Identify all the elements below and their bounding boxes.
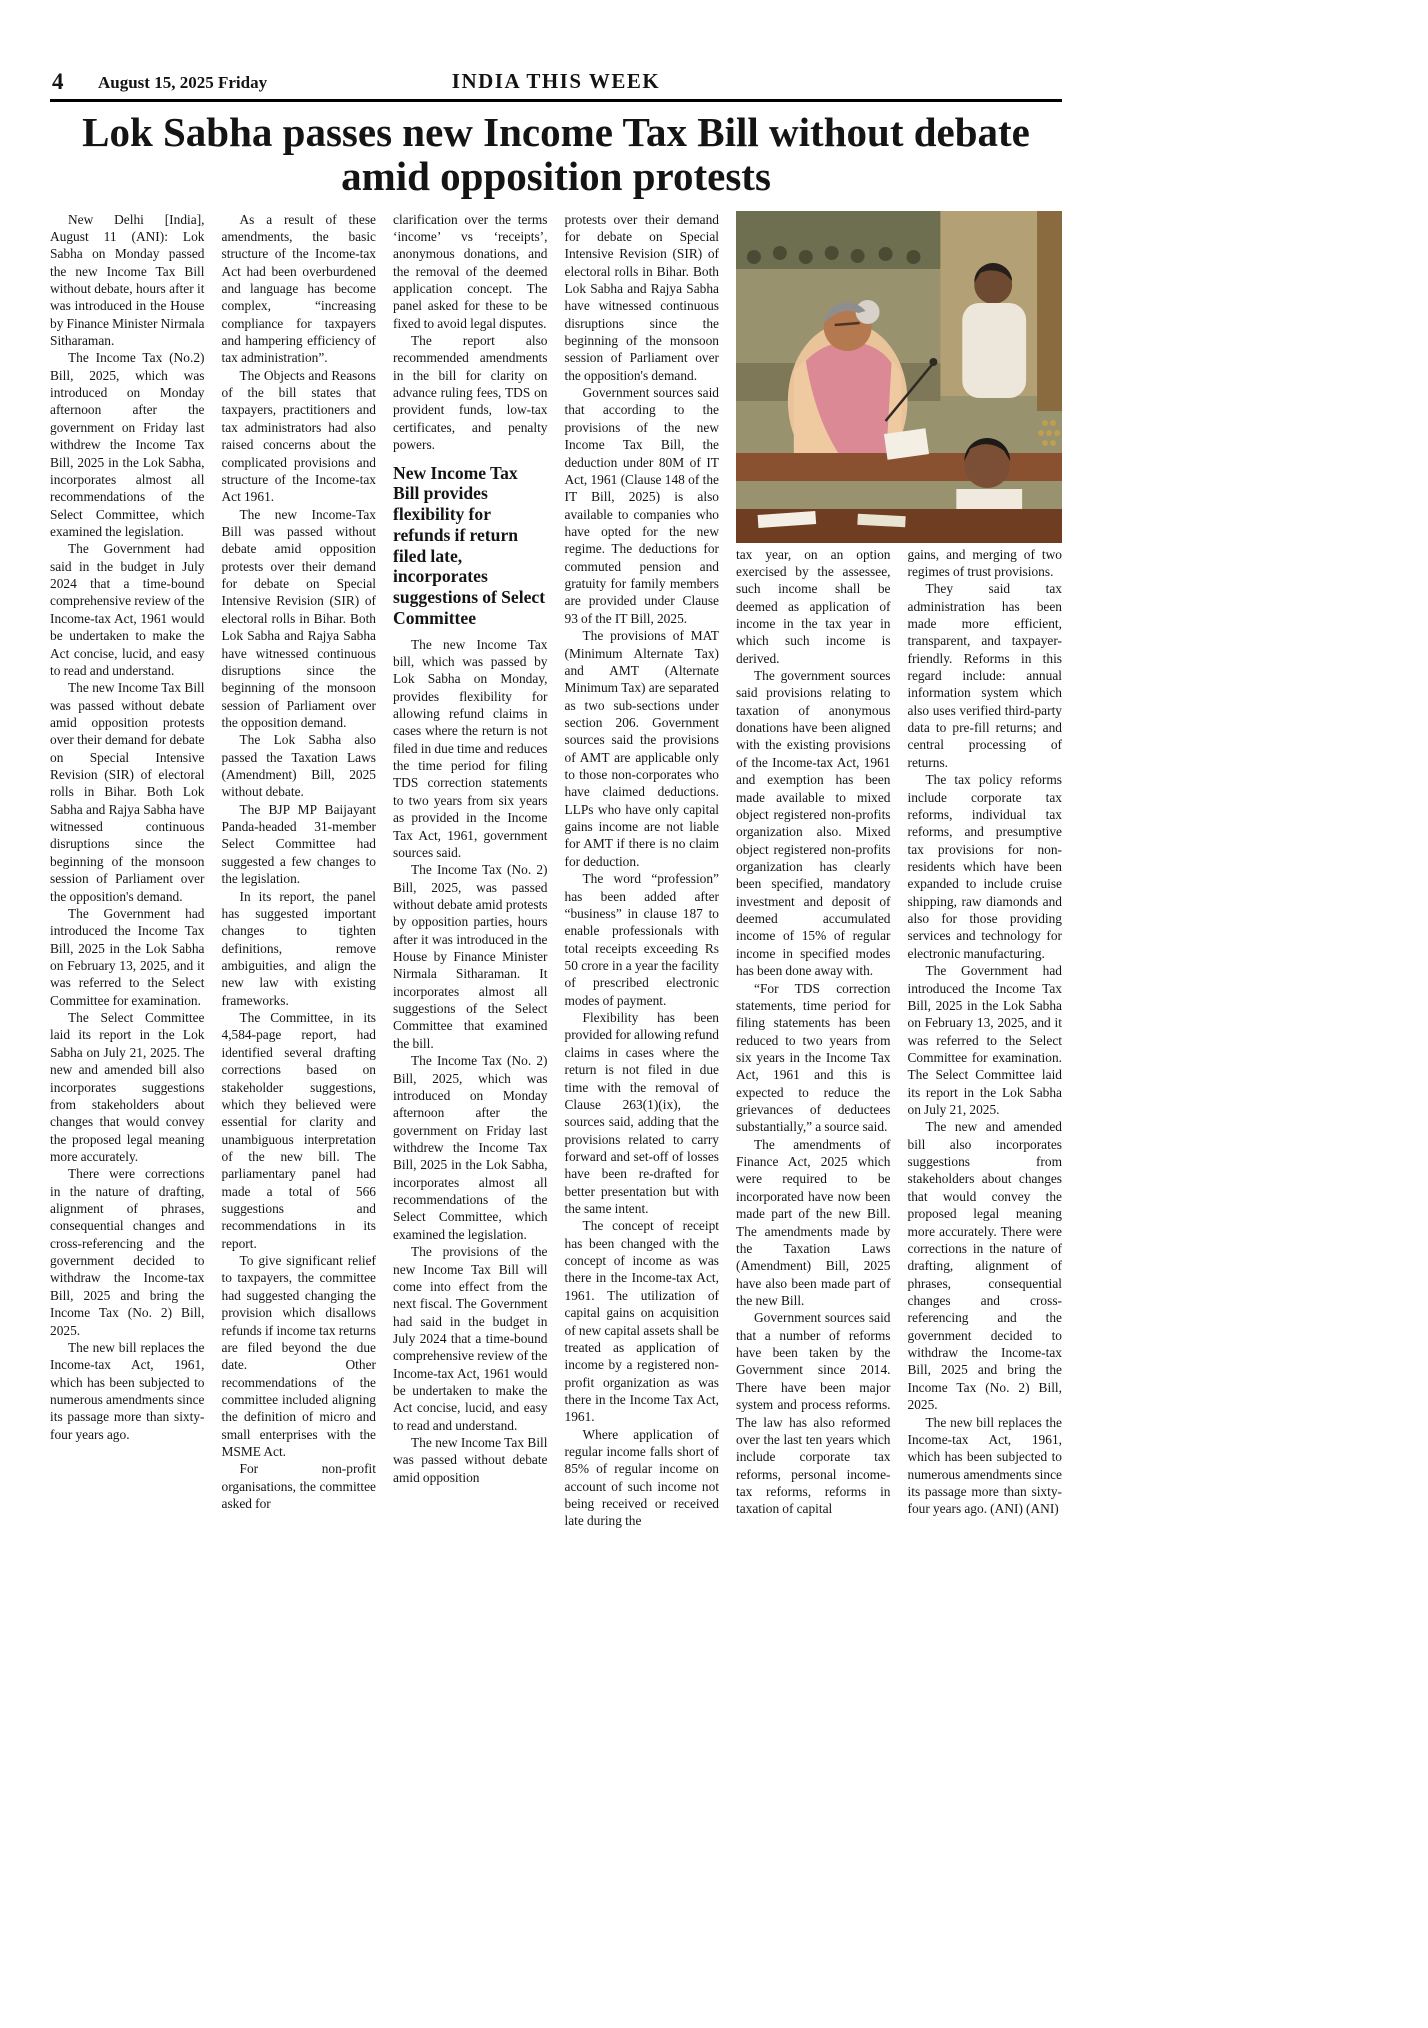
article-paragraph: As a result of these amendments, the basic structure of the Income-tax Act had been overburdened and language has become complex, “increasing compliance for taxpayers and hampering efficiency of tax administration”. — [221, 211, 376, 366]
column-3 — [393, 211, 548, 1530]
article-paragraph: The new Income Tax bill, which was passed by Lok Sabha on Monday, provides flexibility for allowing refund claims in cases where the return is not filed in due time and reduces the time period for filing TDS correction statements to two years from six years as provided in the Income Tax Act, 1961, government sources said. — [393, 636, 548, 860]
column-1 — [50, 211, 205, 1530]
article-paragraph: The Government had introduced the Income Tax Bill, 2025 in the Lok Sabha on February 13, 2025, and it was referred to the Select Committee for examination. — [50, 905, 205, 1008]
column-2 — [222, 211, 377, 1530]
article-paragraph: The concept of receipt has been changed with the concept of income as was there in the Income-tax Act, 1961. The utilization of capital gains on acquisition of new capital assets shall be treated as application of income by a registered non-profit organization as was there in the Income Tax Act, 1961. — [564, 1218, 719, 1425]
article-paragraph: protests over their demand for debate on Special Intensive Revision (SIR) of electoral rolls in Bihar. Both Lok Sabha and Rajya Sabha have witnessed continuous disruptions since the beginning of the monsoon session of Parliament over the opposition's demand. — [564, 211, 719, 383]
article-paragraph: The Income Tax (No. 2) Bill, 2025, was passed without debate amid protests by opposition parties, hours after it was introduced in the House by Finance Minister Nirmala Sitharaman. It incorporates almost all suggestions of the Select Committee that examined the bill. — [393, 862, 548, 1051]
article-paragraph: The new Income Tax Bill was passed without debate amid opposition protests over their demand for debate on Special Intensive Revision (SIR) of electoral rolls in Bihar. Both Lok Sabha and Rajya Sabha have witnessed continuous disruptions since the beginning of the monsoon session of Parliament over the opposition's demand. — [50, 680, 205, 904]
parliament-session-photo — [736, 211, 1062, 543]
right-columns — [736, 546, 1062, 1518]
article-paragraph: The Government had said in the budget in July 2024 that a time-bound comprehensive review of the Income-tax Act, 1961 would be undertaken to make the Act concise, lucid, and easy to read and understand. — [50, 541, 205, 678]
page-header — [50, 68, 1062, 102]
parliament-photo-illustration — [736, 211, 1062, 543]
column-3-top — [393, 211, 548, 454]
article-paragraph: The new Income Tax Bill was passed without debate amid opposition — [393, 1435, 548, 1485]
article-paragraph: The report also recommended amendments in the bill for clarity on advance ruling fees, TDS on provident funds, low-tax certificates, and penalty powers. — [393, 333, 548, 453]
column-5 — [736, 546, 891, 1518]
subheadline: New Income Tax Bill provides flexibility for refunds if return filed late, incorporates suggestions of Select Committee — [393, 462, 546, 628]
article-paragraph: The Government had introduced the Income Tax Bill, 2025 in the Lok Sabha on February 13, 2025, and it was referred to the Select Committee for examination. The Select Committee laid its report in the Lok Sabha on July 21, 2025. — [907, 963, 1062, 1118]
headline — [50, 110, 1062, 199]
article-paragraph: gains, and merging of two regimes of trust provisions. — [907, 546, 1062, 579]
article-paragraph: For non-profit organisations, the committee asked for — [221, 1461, 376, 1512]
article-paragraph: Where application of regular income falls short of 85% of regular income on account of such income not being received or received late during the — [564, 1426, 719, 1529]
article-paragraph: They said tax administration has been made more efficient, transparent, and taxpayer-friendly. Reforms in this regard include: annual information system which also uses verified third-party data to pre-fill returns; and central processing of returns. — [907, 581, 1062, 770]
article-paragraph: The Select Committee laid its report in the Lok Sabha on July 21, 2025. The new and amended bill also incorporates suggestions from stakeholders about changes that would convey the proposed legal meaning more accurately. — [50, 1010, 205, 1164]
article-paragraph: The Income Tax (No.2) Bill, 2025, which was introduced on Monday afternoon after the government on Friday last withdrew the Income Tax Bill, 2025 in the Lok Sabha, incorporates almost all recommendations of the Select Committee, which examined the legislation. — [50, 350, 205, 539]
article-paragraph: The Income Tax (No. 2) Bill, 2025, which was introduced on Monday afternoon after the government on Friday last withdrew the Income Tax Bill, 2025 in the Lok Sabha, incorporates almost all recommendations of the Select Committee, which examined the legislation. — [393, 1053, 548, 1242]
column-6 — [908, 546, 1063, 1518]
article-paragraph: The Objects and Reasons of the bill states that taxpayers, practitioners and tax administrators had also raised concerns about the complicated provisions and structure of the Income-tax Act 1961. — [221, 367, 376, 505]
article-paragraph: Government sources said that a number of reforms have been taken by the Government since 2014. There have been major system and process reforms. The law has also reformed over the last ten years which include corporate tax reforms, personal income-tax reforms, reforms in taxation of capital — [736, 1310, 891, 1517]
article-paragraph: tax year, on an option exercised by the assessee, such income shall be deemed as application of income in the tax year in which such income is derived. — [736, 546, 891, 666]
article-paragraph: The amendments of Finance Act, 2025 which were required to be incorporated have now been made part of the new Bill. The amendments made by the Taxation Laws (Amendment) Bill, 2025 have also been made part of the new Bill. — [736, 1136, 891, 1308]
article-paragraph: New Delhi [India], August 11 (ANI): Lok Sabha on Monday passed the new Income Tax Bill without debate, hours after it was introduced in the House by Finance Minister Nirmala Sitharaman. — [50, 211, 205, 349]
article-paragraph: The Lok Sabha also passed the Taxation Laws (Amendment) Bill, 2025 without debate. — [221, 732, 376, 800]
article-paragraph: clarification over the terms ‘income’ vs ‘receipts’, anonymous donations, and the removal of the deemed application concept. The panel asked for these to be fixed to avoid legal disputes. — [393, 211, 548, 331]
article-paragraph: The new bill replaces the Income-tax Act, 1961, which has been subjected to numerous amendments since its passage more than sixty-four years ago. (ANI) (ANI) — [907, 1414, 1062, 1517]
article-paragraph: “For TDS correction statements, time period for filing statements has been reduced to two years from six years in the Income Tax Act, 1961 and this is expected to reduce the grievances of deductees substantially,” a source said. — [736, 980, 891, 1135]
page-number: 4 — [52, 69, 64, 94]
article-body — [50, 211, 1062, 1530]
column-4 — [565, 211, 720, 1530]
article-paragraph: The word “profession” has been added after “business” in clause 187 to enable professionals with total receipts exceeding Rs 50 crore in a year the facility of prescribed electronic modes of payment. — [564, 871, 719, 1008]
article-paragraph: To give significant relief to taxpayers, the committee had suggested changing the provision which disallows refunds if income tax returns are filed beyond the due date. Other recommendations of the committee included aligning the definition of micro and small enterprises with the MSME Act. — [221, 1253, 376, 1460]
masthead: INDIA THIS WEEK — [451, 69, 661, 93]
article-paragraph: The Committee, in its 4,584-page report, had identified several drafting corrections based on stakeholder suggestions, which they believed were essential for clarity and unambiguous interpretation of the new bill. The parliamentary panel had made a total of 566 suggestions and recommendations in its report. — [221, 1010, 376, 1251]
article-paragraph: The new bill replaces the Income-tax Act, 1961, which has been subjected to numerous amendments since its passage more than sixty-four years ago. — [50, 1339, 205, 1442]
article-paragraph: The tax policy reforms include corporate tax reforms, individual tax reforms, and presumptive tax provisions for non-residents which have been expanded to include cruise shipping, raw diamonds and also for those providing services and technology for electronic manufacturing. — [907, 772, 1062, 961]
article-paragraph: There were corrections in the nature of drafting, alignment of phrases, consequential changes and cross-referencing and the government decided to withdraw the Income-tax Bill, 2025 and bring the Income Tax (No. 2) Bill, 2025. — [50, 1166, 205, 1338]
article-paragraph: The provisions of MAT (Minimum Alternate Tax) and AMT (Alternate Minimum Tax) are separated as two sub-sections under section 206. Government sources said the provisions of AMT are applicable only to those non-corporates who have claimed deductions. LLPs who have only capital gains income are not liable for AMT if there is no claim for deduction. — [564, 628, 719, 869]
edition-date: August 15, 2025 Friday — [98, 73, 268, 92]
article-paragraph: The BJP MP Baijayant Panda-headed 31-member Select Committee had suggested a few changes to the legislation. — [221, 801, 376, 887]
article-paragraph: In its report, the panel has suggested important changes to tighten definitions, remove ambiguities, and align the new law with existing frameworks. — [221, 888, 376, 1008]
article-paragraph: The new Income-Tax Bill was passed without debate amid opposition protests over their demand for debate on Special Intensive Revision (SIR) of electoral rolls in Bihar. Both Lok Sabha and Rajya Sabha have witnessed continuous disruptions since the beginning of the monsoon session of Parliament over the opposition demand. — [221, 506, 376, 730]
photo-and-columns — [736, 211, 1062, 1530]
article-paragraph: Flexibility has been provided for allowing refund claims in cases where the return is not filed in due time with the removal of Clause 263(1)(ix), the sources said, adding that the provisions related to carry forward and set-off of losses have been re-drafted for better presentation but with the same intent. — [564, 1010, 719, 1217]
article-paragraph: The new and amended bill also incorporates suggestions from stakeholders about changes that would convey the proposed legal meaning more accurately. There were corrections in the nature of drafting, alignment of phrases, consequential changes and cross-referencing and the government decided to withdraw the Income-tax Bill, 2025 and bring the Income Tax (No. 2) Bill, 2025. — [907, 1119, 1062, 1413]
article-paragraph: Government sources said that according to the provisions of the new Income Tax Bill, the deduction under 80M of IT Act, 1961 (Clause 148 of the IT Bill, 2025) is also available to companies who have opted for the new regime. The deductions for commuted pension and gratuity for family members are provided under Clause 93 of the IT Bill, 2025. — [564, 385, 719, 626]
article-paragraph: The provisions of the new Income Tax Bill will come into effect from the next fiscal. The Government had said in the budget in July 2024 that a time-bound comprehensive review of the Income-tax Act, 1961 would be undertaken to make the Act concise, lucid, and easy to read and understand. — [393, 1244, 548, 1433]
column-3-bottom — [393, 636, 548, 1487]
headline-line-2: amid opposition protests — [341, 153, 771, 200]
headline-line-1: Lok Sabha passes new Income Tax Bill without debate — [82, 109, 1030, 155]
article-paragraph: The government sources said provisions relating to taxation of anonymous donations have been aligned with the existing provisions of the Income-tax Act, 1961 and exemption has been made available to mixed object registered non-profits organization also. Mixed object registered non-profits organization has clearly been specified, mandatory investment and deposit of deemed accumulated income of 15% of regular income in specified modes has been done away with. — [736, 668, 891, 979]
page-content — [50, 68, 1062, 1530]
